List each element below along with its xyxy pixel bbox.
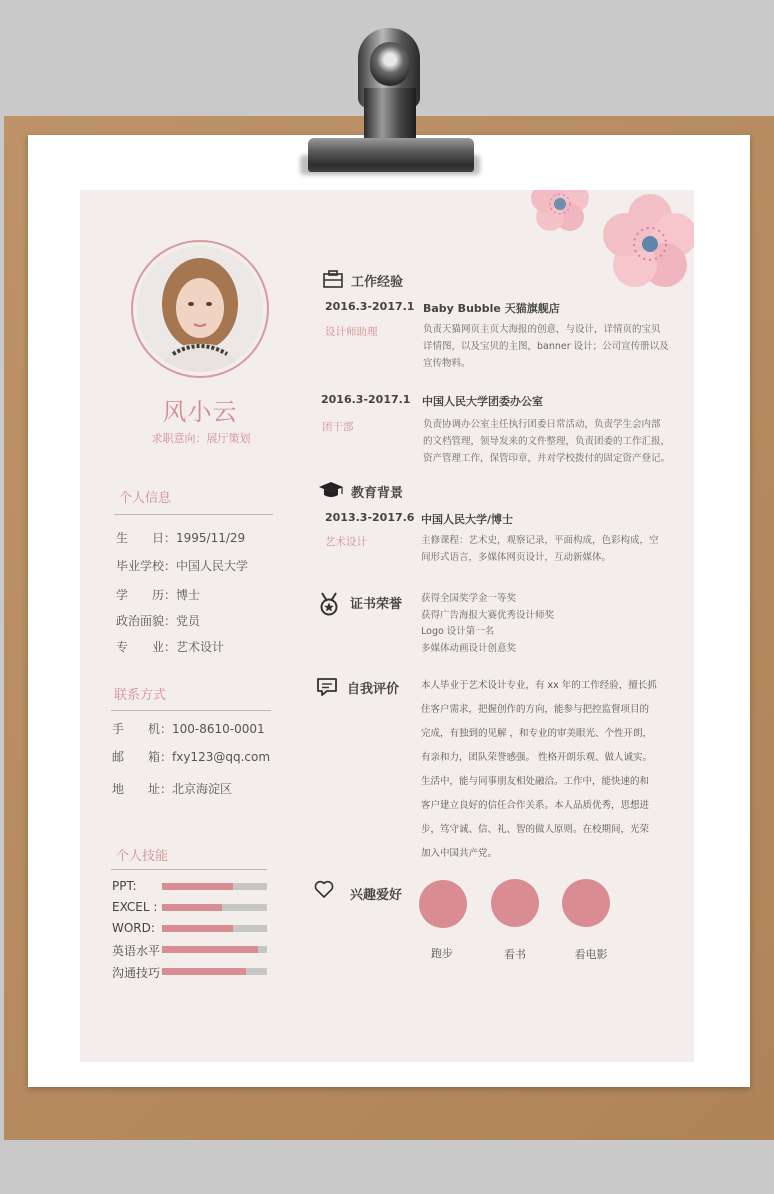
- skill-bar-fill: [162, 883, 233, 890]
- flower-decoration-icon: [520, 190, 694, 300]
- award-item: 获得广告海报大赛优秀设计师奖: [421, 609, 555, 621]
- section-title-skills: 个人技能: [116, 849, 169, 864]
- skill-label: 沟通技巧: [112, 966, 161, 980]
- contact-email: 邮 箱：fxy123@qq.com: [112, 750, 271, 764]
- hobby-label-running: 跑步: [431, 947, 453, 960]
- section-title-education: 教育背景: [351, 486, 404, 501]
- info-major: 专 业：艺术设计: [116, 640, 225, 654]
- binder-clip-hole: [370, 42, 410, 86]
- skill-bar: [162, 904, 267, 911]
- heart-icon: [314, 880, 334, 898]
- comment-icon: [316, 677, 338, 697]
- skill-label: 英语水平: [112, 944, 161, 958]
- education-date: 2013.3-2017.6: [325, 511, 415, 524]
- award-item: 获得全国奖学金一等奖: [421, 593, 517, 604]
- education-major: 艺术设计: [325, 536, 367, 548]
- skill-bar-fill: [162, 925, 233, 932]
- work-1-org: Baby Bubble 天猫旗舰店: [423, 302, 560, 315]
- skill-bar-fill: [162, 968, 246, 975]
- section-title-awards: 证书荣誉: [350, 597, 403, 612]
- work-2-role: 团干部: [322, 421, 354, 433]
- award-item: 多媒体动画设计创意奖: [421, 642, 517, 654]
- self-evaluation-text: 本人毕业于艺术设计专业，有 xx 年的工作经验，擅长抓 住客户需求，把握创作的方向，能参与把控监督项目的 完成，有独到的见解 ，和专业的审美眼光、个性开朗， 有亲和力，团队荣誉感强。 性格开朗乐观、做人诚实。 生活中，能与同事朋友相处融洽。工作中，能快速的和 客户建立良好的信任合作关系。本人品质优秀，思想进 步，笃守诚、信、礼、智的做人原则。在校期间，光荣 加入中国共产党。: [421, 680, 657, 859]
- hobby-label-reading: 看书: [504, 948, 526, 961]
- info-birthday: 生 日：1995/11/29: [116, 531, 246, 545]
- skill-bar-fill: [162, 946, 258, 953]
- award-item: Logo 设计第一名: [421, 626, 495, 637]
- work-1-desc: 负责天猫网页主页大海报的创意，与设计，详情页的宝贝 详情图，以及宝贝的主图，banner 设计；公司宣传册以及 宣传物料。: [423, 324, 669, 369]
- hobby-circle-movies: [562, 879, 610, 927]
- section-title-work: 工作经验: [351, 275, 404, 290]
- education-desc: 主修课程：艺术史，观察记录，平面构成，色彩构成，空 间形式语言，多媒体网页设计，互动新媒体。: [421, 535, 659, 563]
- hobby-circle-running: [419, 880, 467, 928]
- divider: [111, 869, 267, 870]
- skill-label: WORD:: [112, 921, 155, 935]
- info-school: 毕业学校：中国人民大学: [116, 559, 249, 573]
- skill-label: EXCEL :: [112, 900, 158, 914]
- briefcase-icon: [323, 270, 343, 288]
- work-1-role: 设计师助理: [325, 326, 378, 338]
- section-title-hobbies: 兴趣爱好: [350, 888, 403, 903]
- candidate-name: 风小云: [162, 398, 238, 426]
- section-title-self-evaluation: 自我评价: [347, 682, 400, 697]
- avatar: [137, 246, 263, 372]
- hobby-circle-reading: [491, 879, 539, 927]
- job-objective: 求职意向：展厅策划: [151, 432, 251, 445]
- medal-icon: [318, 592, 340, 616]
- graduation-cap-icon: [318, 481, 344, 499]
- work-2-org: 中国人民大学团委办公室: [422, 395, 543, 408]
- binder-clip-base-icon: [308, 138, 474, 172]
- skill-bar-fill: [162, 904, 222, 911]
- avatar-portrait-icon: [137, 246, 263, 372]
- work-2-desc: 负责协调办公室主任执行团委日常活动，负责学生会内部 的文档管理，领导发来的文件整理，负责团委的工作汇报， 资产管理工作，保管印章，并对学校拨付的固定资产登记。: [423, 419, 671, 464]
- contact-address: 地 址：北京海淀区: [112, 782, 233, 796]
- skill-bar: [162, 968, 267, 975]
- work-1-date: 2016.3-2017.1: [325, 300, 415, 313]
- contact-phone: 手 机：100-8610-0001: [112, 722, 265, 736]
- section-title-contact: 联系方式: [114, 688, 167, 703]
- skill-bar: [162, 925, 267, 932]
- skill-bar: [162, 946, 267, 953]
- divider: [111, 710, 271, 711]
- section-title-personal-info: 个人信息: [119, 491, 172, 506]
- awards-list: [421, 591, 554, 657]
- work-2-date: 2016.3-2017.1: [321, 393, 411, 406]
- skill-label: PPT:: [112, 879, 137, 893]
- skill-bar: [162, 883, 267, 890]
- education-school: 中国人民大学/博士: [421, 513, 514, 526]
- info-degree: 学 历：博士: [116, 588, 201, 602]
- divider: [114, 514, 273, 515]
- hobby-label-movies: 看电影: [574, 948, 608, 961]
- info-political-status: 政治面貌：党员: [116, 614, 201, 628]
